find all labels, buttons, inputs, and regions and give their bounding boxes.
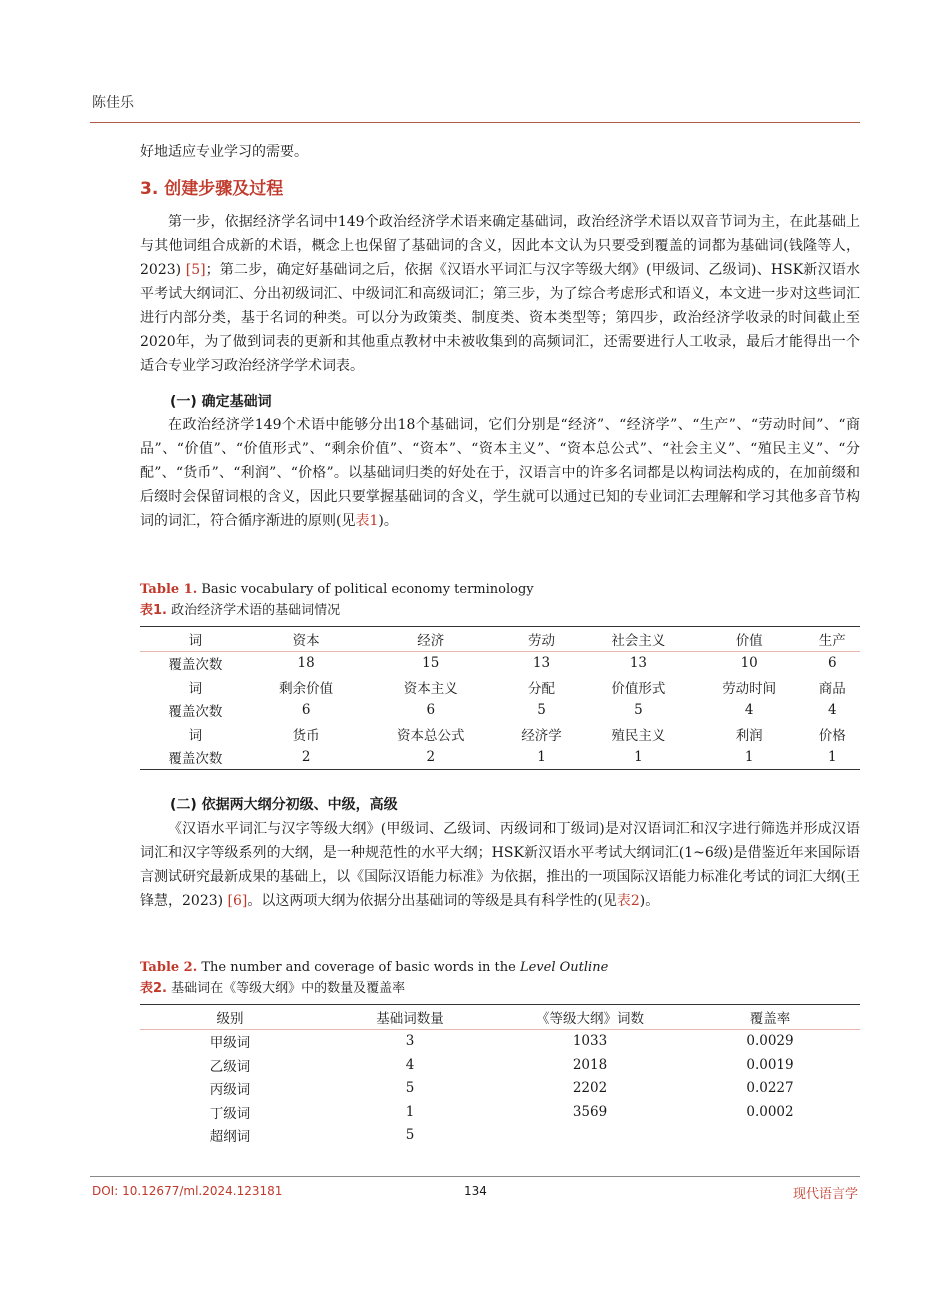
table-1-caption-en	[140, 582, 534, 597]
table-row	[140, 1077, 860, 1101]
table-cell: 5	[405, 1127, 415, 1144]
paragraph-outlines-text-c: )。	[639, 893, 660, 909]
table-row	[140, 675, 860, 699]
table-header-cell: 级别	[140, 1005, 320, 1030]
table-cell: 4	[744, 702, 754, 719]
table-cell: 2018	[572, 1056, 608, 1073]
paragraph-basic-words	[140, 413, 860, 533]
table-2-label-zh: 表2.	[140, 981, 167, 996]
table-cell: 6	[301, 702, 311, 719]
table-1-label-zh: 表1.	[140, 603, 167, 618]
table-2-caption-zh	[140, 977, 405, 996]
table-cell: 6	[827, 655, 837, 672]
table-2	[140, 1004, 860, 1147]
table-cell: 0.0002	[746, 1103, 794, 1120]
table-row	[140, 746, 860, 770]
table-cell: 3569	[572, 1103, 608, 1120]
table-cell: 殖民主义	[611, 727, 666, 744]
subsection-heading-1: (一) 确定基础词	[170, 394, 272, 410]
table-cell: 1	[634, 749, 643, 766]
table-cell: 1	[744, 749, 754, 766]
paragraph-outlines	[140, 817, 860, 913]
table-row	[140, 651, 860, 675]
table-1-link[interactable]: 表1	[355, 513, 379, 529]
table-2-title-en: The number and coverage of basic words in the	[197, 960, 520, 975]
table-cell: 10	[740, 655, 758, 672]
table-cell: 词	[188, 680, 203, 697]
table-cell: 18	[297, 655, 315, 672]
table-cell: 利润	[735, 727, 763, 744]
running-header-author: 陈佳乐	[92, 95, 134, 111]
table-cell: 货币	[292, 727, 320, 744]
table-cell: 15	[422, 655, 440, 672]
footer-page-number: 134	[464, 1184, 487, 1198]
table-cell: 5	[634, 702, 643, 719]
paragraph-steps-text-b: ；第二步，确定好基础词之后，依据《汉语水平词汇与汉字等级大纲》(甲级词、乙级词)、HSK新汉语水平考试大纲词汇、分出初级词汇、中级词汇和高级词汇；第三步，为了综合考虑形式和语义，本文进一步对这些词汇进行内部分类，基于名词的种类。可以分为政策类、制度类、资本类型等；第四步，政治经济学收录的时间截止至2020年，为了做到词表的更新和其他重点教材中未被收集到的高频词汇，还需要进行人工收录，最后才能得出一个适合专业学习政治经济学学术词表。	[140, 262, 860, 374]
paragraph-continuation: 好地适应专业学习的需要。	[140, 144, 308, 160]
paragraph-outlines-text-b: 。以这两项大纲为依据分出基础词的等级是具有科学性的(见	[247, 893, 617, 909]
table-cell: 乙级词	[209, 1058, 251, 1075]
table-cell: 商品	[818, 680, 846, 697]
table-row	[140, 722, 860, 746]
paragraph-outlines-text-a: 《汉语水平词汇与汉字等级大纲》(甲级词、乙级词、丙级词和丁级词)是对汉语词汇和汉字进行筛选并形成汉语词汇和汉字等级系列的大纲，是一种规范性的水平大纲；HSK新汉语水平考试大纲词汇(1~6级)是借鉴近年来国际语言测试研究最新成果的基础上，以《国际汉语能力标准》为依据，推出的一项国际汉语能力标准化考试的词汇大纲(王锋慧，2023)	[140, 821, 860, 909]
table-cell: 1033	[572, 1033, 608, 1050]
table-cell: 13	[629, 655, 648, 672]
table-cell: 2202	[572, 1080, 608, 1097]
table-header-cell: 基础词数量	[320, 1005, 500, 1030]
table-cell: 资本	[251, 627, 362, 652]
section-heading-3: 3. 创建步骤及过程	[140, 179, 284, 199]
table-cell: 剩余价值	[279, 680, 334, 697]
table-cell: 覆盖次数	[168, 657, 223, 674]
table-cell: 劳动	[500, 627, 583, 652]
table-cell: 分配	[528, 680, 556, 697]
table-2-label-en: Table 2.	[140, 960, 198, 975]
table-row	[140, 1124, 860, 1148]
table-cell: 1	[827, 749, 837, 766]
table-cell: 3	[405, 1033, 415, 1050]
table-cell: 价格	[818, 727, 846, 744]
table-cell: 0.0019	[746, 1056, 794, 1073]
table-cell: 丙级词	[209, 1082, 251, 1099]
footer-journal-name: 现代语言学	[792, 1187, 858, 1202]
table-cell: 2	[301, 749, 311, 766]
table-cell: 丁级词	[209, 1105, 251, 1122]
table-2-title-zh: 基础词在《等级大纲》中的数量及覆盖率	[166, 981, 406, 996]
table-cell: 劳动时间	[722, 680, 777, 697]
table-cell: 4	[405, 1056, 415, 1073]
table-cell: 资本主义	[403, 680, 458, 697]
table-2-link[interactable]: 表2	[616, 893, 640, 909]
table-cell: 5	[537, 702, 546, 719]
subsection-heading-2: (二) 依据两大纲分初级、中级，高级	[170, 797, 398, 813]
table-cell: 0.0029	[746, 1033, 794, 1050]
table-cell: 2	[426, 749, 436, 766]
table-cell: 1	[405, 1103, 415, 1120]
table-cell: 价值	[694, 627, 805, 652]
citation-link-5[interactable]: [5]	[185, 262, 206, 278]
table-cell: 6	[426, 702, 436, 719]
table-cell: 覆盖次数	[168, 751, 223, 768]
table-1-caption-zh	[140, 599, 340, 618]
table-row	[140, 627, 860, 652]
footer-doi-link[interactable]: DOI: 10.12677/ml.2024.123181	[92, 1184, 283, 1198]
table-cell	[500, 1124, 680, 1148]
table-row	[140, 1053, 860, 1077]
table-cell: 社会主义	[583, 627, 694, 652]
paragraph-steps-text-a: 第一步，依据经济学名词中149个政治经济学术语来确定基础词，政治经济学术语以双音节词为主，在此基础上与其他词组合成新的术语，概念上也保留了基础词的含义，因此本文认为只要受到覆盖的词都为基础词(钱隆等人，2023)	[140, 214, 860, 278]
table-cell: 4	[827, 702, 837, 719]
table-2-title-en-italic: Level Outline	[519, 960, 609, 975]
table-cell: 甲级词	[209, 1035, 251, 1052]
table-cell: 词	[188, 727, 203, 744]
table-row	[140, 699, 860, 723]
table-cell: 覆盖次数	[168, 704, 223, 721]
table-cell: 经济	[362, 627, 500, 652]
table-cell: 价值形式	[611, 680, 666, 697]
table-cell: 经济学	[521, 727, 562, 744]
paragraph-basic-words-text-b: )。	[378, 513, 398, 529]
table-cell	[680, 1124, 860, 1148]
table-header-cell: 覆盖率	[680, 1005, 860, 1030]
paragraph-steps	[140, 210, 860, 378]
table-cell: 5	[405, 1080, 415, 1097]
table-1-label-en: Table 1.	[140, 582, 198, 597]
footer-divider	[90, 1176, 860, 1177]
header-divider	[90, 122, 860, 123]
table-row	[140, 1100, 860, 1124]
table-1-title-zh: 政治经济学术语的基础词情况	[166, 603, 341, 618]
table-2-caption-en	[140, 960, 608, 975]
table-cell: 超纲词	[209, 1129, 251, 1146]
table-cell: 0.0227	[746, 1080, 794, 1097]
table-header-row	[140, 1005, 860, 1030]
paragraph-basic-words-text-a: 在政治经济学149个术语中能够分出18个基础词，它们分别是“经济”、“经济学”、“生产”、“劳动时间”、“商品”、“价值”、“价值形式”、“剩余价值”、“资本”、“资本主义”、“资本总公式”、“社会主义”、“殖民主义”、“分配”、“货币”、“利润”、“价格”。以基础词归类的好处在于，汉语言中的许多名词都是以构词法构成的，在加前缀和后缀时会保留词根的含义，因此只要掌握基础词的含义，学生就可以通过已知的专业词汇去理解和学习其他多音节构词的词汇，符合循序渐进的原则(见	[140, 417, 860, 529]
table-cell: 1	[537, 749, 546, 766]
table-cell: 资本总公式	[397, 727, 465, 744]
table-header-cell: 《等级大纲》词数	[500, 1005, 680, 1030]
table-cell: 生产	[805, 627, 860, 652]
citation-link-6[interactable]: [6]	[227, 893, 248, 909]
table-1	[140, 626, 860, 770]
table-1-title-en: Basic vocabulary of political economy terminology	[197, 582, 534, 597]
table-cell: 词	[140, 627, 251, 652]
table-row	[140, 1029, 860, 1053]
table-cell: 13	[532, 655, 551, 672]
